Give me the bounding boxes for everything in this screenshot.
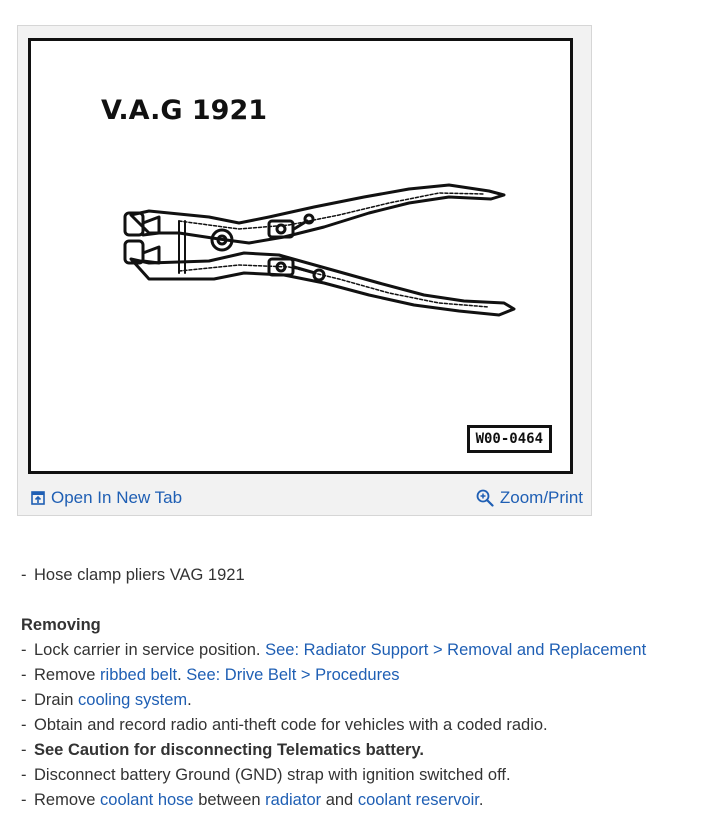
- list-item: [21, 713, 701, 738]
- step-end: .: [187, 691, 192, 709]
- figure-code: W00-0464: [467, 425, 552, 453]
- list-dash: -: [21, 641, 27, 659]
- list-dash: -: [21, 791, 27, 809]
- figure-image[interactable]: [28, 38, 573, 474]
- list-dash: -: [21, 766, 27, 784]
- step-text: Obtain and record radio anti-theft code for vehicles with a coded radio.: [34, 716, 548, 734]
- step-end: .: [478, 791, 484, 809]
- step-text-mid: and: [321, 791, 358, 809]
- section-heading: Removing: [21, 616, 101, 634]
- drive-belt-link[interactable]: See: Drive Belt > Procedures: [186, 666, 400, 684]
- figure-toolbar: [18, 485, 591, 515]
- step-text: Disconnect battery Ground (GND) strap with ignition switched off.: [34, 766, 511, 784]
- list-item: [21, 688, 701, 713]
- ribbed-belt-link[interactable]: ribbed belt: [100, 666, 178, 684]
- zoom-print-label: Zoom/Print: [499, 488, 583, 507]
- procedure-content: [21, 563, 701, 813]
- step-text: Remove: [34, 666, 101, 684]
- open-in-new-tab-icon: [31, 491, 45, 505]
- figure-card: [17, 25, 592, 516]
- step-text: Remove: [34, 791, 101, 809]
- step-text: Drain: [34, 691, 79, 709]
- list-item: [21, 738, 701, 763]
- open-in-new-tab-button[interactable]: [31, 488, 182, 508]
- coolant-reservoir-link[interactable]: coolant reservoir: [357, 791, 479, 809]
- tool-line: [21, 563, 701, 588]
- cooling-system-link[interactable]: cooling system: [78, 691, 188, 709]
- coolant-hose-link[interactable]: coolant hose: [100, 791, 194, 809]
- list-dash: -: [21, 741, 27, 759]
- list-dash: -: [21, 666, 27, 684]
- open-in-new-tab-label: Open In New Tab: [51, 488, 183, 507]
- radiator-link[interactable]: radiator: [265, 791, 322, 809]
- tool-text: Hose clamp pliers VAG 1921: [34, 566, 245, 584]
- step-text: Lock carrier in service position.: [34, 641, 266, 659]
- list-dash: -: [21, 691, 27, 709]
- list-dash: -: [21, 716, 27, 734]
- list-item: [21, 638, 701, 663]
- hose-clamp-pliers-illustration: [119, 177, 519, 317]
- caution-text: See Caution for disconnecting Telematics battery.: [34, 741, 424, 759]
- zoom-icon: [476, 489, 494, 507]
- figure-label: V.A.G 1921: [101, 95, 268, 126]
- list-item: [21, 763, 701, 788]
- list-item: [21, 788, 701, 813]
- zoom-print-button[interactable]: [476, 488, 583, 508]
- step-separator: .: [177, 666, 187, 684]
- list-dash: -: [21, 566, 27, 584]
- step-text-mid: between: [193, 791, 266, 809]
- list-item: [21, 663, 701, 688]
- radiator-support-link[interactable]: See: Radiator Support > Removal and Replacement: [265, 641, 647, 659]
